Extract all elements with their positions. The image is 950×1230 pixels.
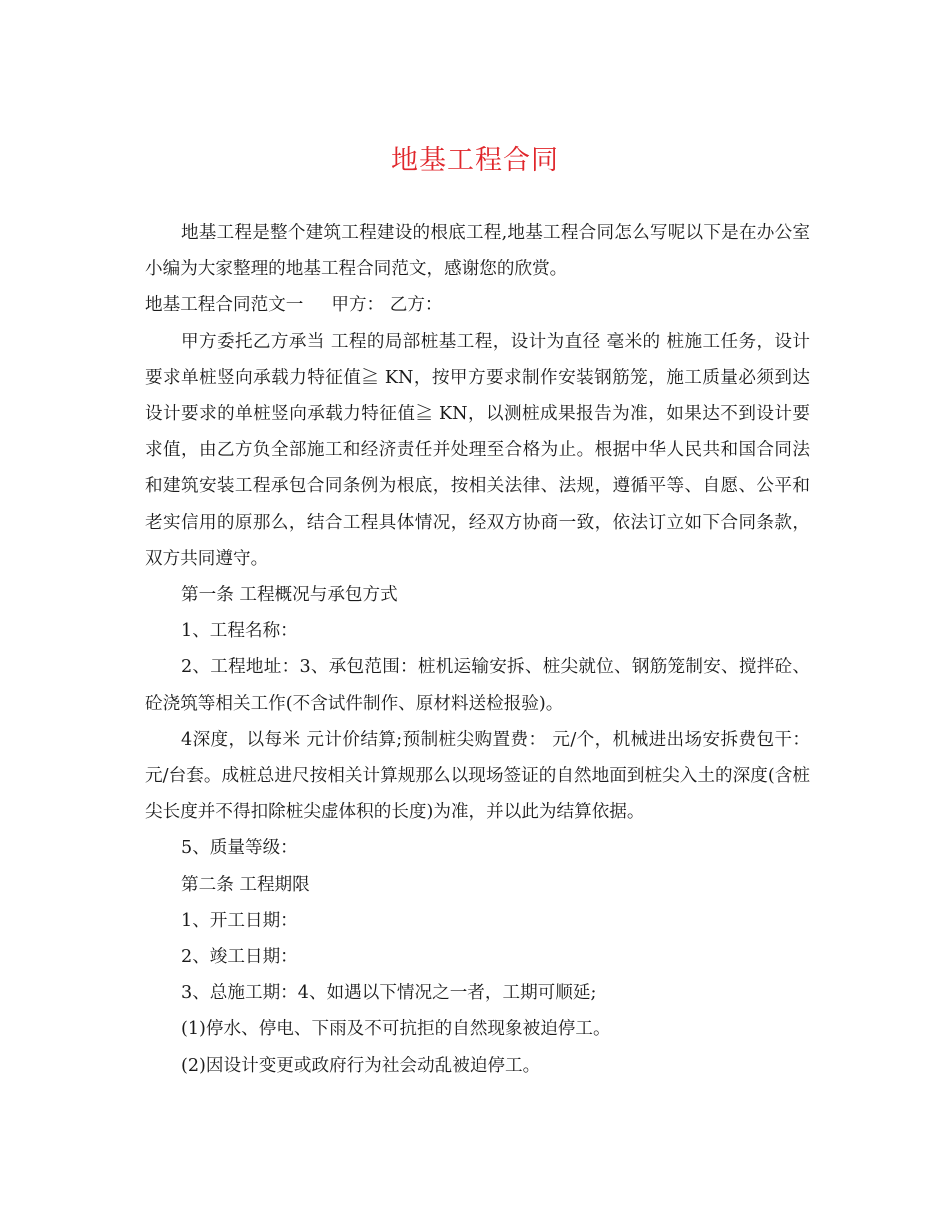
article-1-title: 第一条 工程概况与承包方式 bbox=[181, 585, 398, 606]
item-4: 4深度，以每米 元计价结算;预制桩尖购置费： 元/个，机械进出场安拆费包干： 元/台套。成桩总进尺按相关计算规那么以现场签证的自然地面到桩尖入土的深度(含桩尖长度并不得扣除桩尖虚体积的长度)为准，并以此为结算依据。 bbox=[145, 729, 810, 823]
party-line: 甲方： 乙方： bbox=[331, 295, 443, 316]
document-body bbox=[145, 215, 810, 1084]
period-1: 1、开工日期： bbox=[181, 910, 298, 931]
case-1: (1)停水、停电、下雨及不可抗拒的自然现象被迫停工。 bbox=[181, 1019, 611, 1040]
sample-heading: 地基工程合同范文一 bbox=[145, 295, 304, 316]
item-5: 5、质量等级： bbox=[181, 838, 298, 859]
main-paragraph: 甲方委托乙方承当 工程的局部桩基工程，设计为直径 毫米的 桩施工任务，设计要求单桩竖向承载力特征值≧ KN，按甲方要求制作安装钢筋笼，施工质量必须到达设计要求的单桩竖向承载力特征值≧ KN，以测桩成果报告为准，如果达不到设计要求值，由乙方负全部施工和经济责任并处理至合格为止。根据中华人民共和国合同法和建筑安装工程承包合同条例为根底，按相关法律、法规，遵循平等、自愿、公平和老实信用的原那么，结合工程具体情况，经双方协商一致，依法订立如下合同条款，双方共同遵守。 bbox=[145, 331, 810, 569]
period-2: 2、竣工日期： bbox=[181, 947, 298, 968]
item-1: 1、工程名称： bbox=[181, 621, 298, 642]
document-title: 地基工程合同 bbox=[391, 145, 559, 176]
case-2: (2)因设计变更或政府行为社会动乱被迫停工。 bbox=[181, 1055, 541, 1076]
sample-heading-line bbox=[145, 287, 810, 323]
period-3-4: 3、总施工期：4、如遇以下情况之一者，工期可顺延; bbox=[181, 983, 597, 1004]
intro-paragraph: 地基工程是整个建筑工程建设的根底工程,地基工程合同怎么写呢以下是在办公室小编为大家整理的地基工程合同范文，感谢您的欣赏。 bbox=[145, 223, 810, 280]
article-2-title: 第二条 工程期限 bbox=[181, 874, 310, 895]
item-2-3: 2、工程地址：3、承包范围：桩机运输安拆、桩尖就位、钢筋笼制安、搅拌砼、砼浇筑等相关工作(不含试件制作、原材料送检报验)。 bbox=[145, 657, 810, 714]
